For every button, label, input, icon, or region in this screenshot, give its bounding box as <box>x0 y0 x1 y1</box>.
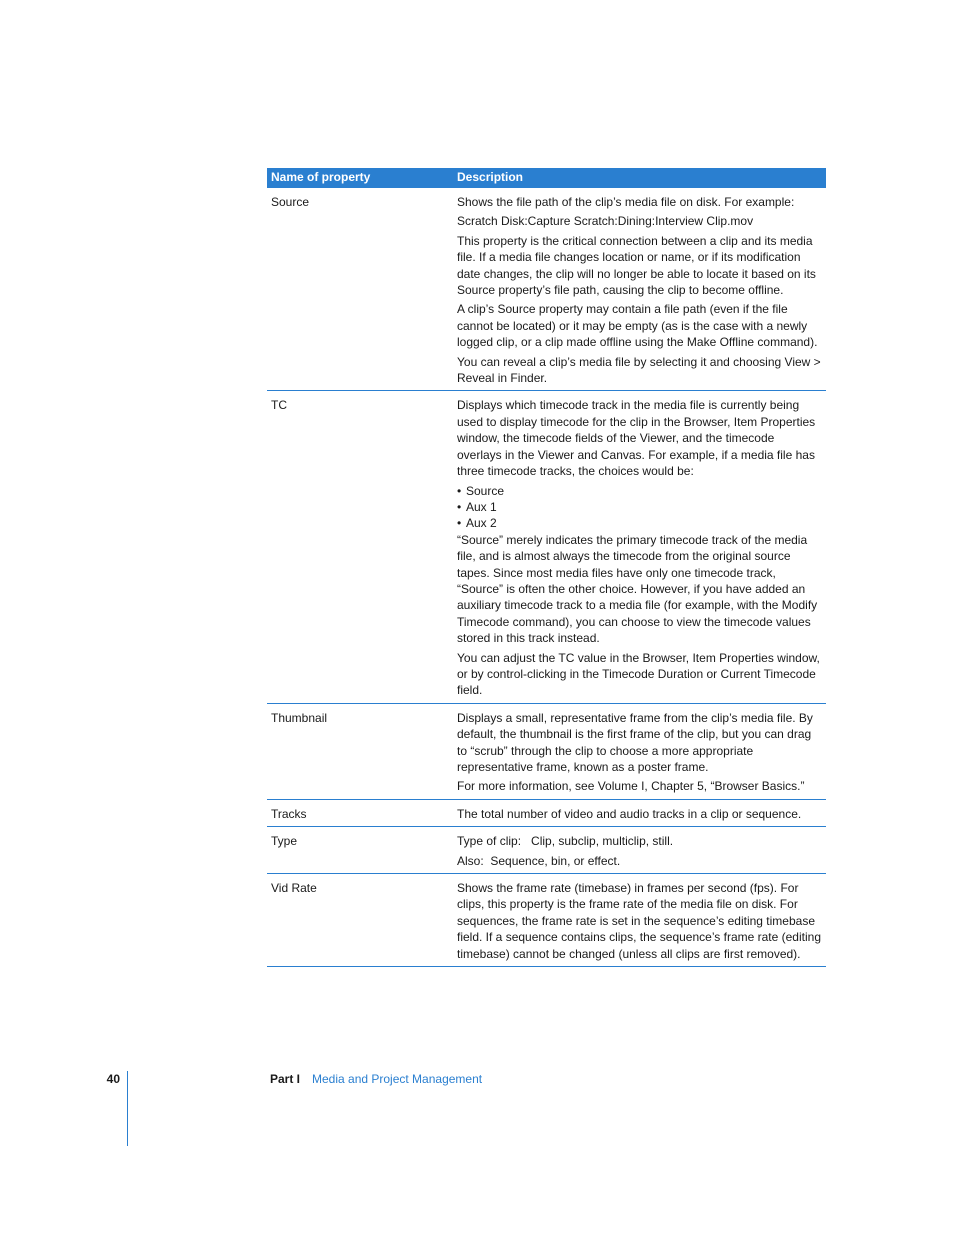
list-item-text: Source <box>466 483 505 498</box>
description-paragraph: You can adjust the TC value in the Browser, Item Properties window, or by control-clicking in the Timecode Duration or Current Timecode field. <box>457 650 820 698</box>
description-paragraph: Shows the file path of the clip’s media file on disk. For example: <box>457 195 795 209</box>
footer-part-label: Part I <box>270 1072 301 1086</box>
description-paragraph: You can reveal a clip’s media file by selecting it and choosing View > Reveal in Finder. <box>457 354 821 386</box>
footer-part-title: Media and Project Management <box>312 1072 483 1086</box>
property-name: Type <box>267 827 453 874</box>
table-row <box>267 391 826 703</box>
property-description <box>453 391 826 703</box>
bullet-icon: • <box>457 483 462 498</box>
bullet-list <box>457 483 822 532</box>
list-item <box>457 515 822 531</box>
table-row <box>267 799 826 826</box>
property-name: TC <box>267 391 453 703</box>
page-number: 40 <box>106 1072 120 1086</box>
table-header-row <box>267 168 826 188</box>
list-item <box>457 483 822 499</box>
property-description <box>453 188 826 391</box>
list-item <box>457 499 822 515</box>
description-paragraph: Shows the frame rate (timebase) in frames per second (fps). For clips, this property is the frame rate of the media file on disk. For sequences, the frame rate is set in the sequence’s editing timebase field. If a sequence contains clips, the sequence’s frame rate (editing timebase) cannot be changed (unless all clips are first removed). <box>457 881 821 961</box>
footer-divider <box>127 1071 128 1146</box>
description-paragraph: This property is the critical connection between a clip and its media file. If a media file changes location or name, or if its modification date changes, the clip will no longer be able to locate it based on its Source property’s file path, causing the clip to become offline. <box>457 233 816 298</box>
property-name: Vid Rate <box>267 874 453 967</box>
property-description <box>453 874 826 967</box>
description-paragraph: Type of clip: Clip, subclip, multiclip, still. <box>457 834 674 849</box>
property-table-container <box>267 168 826 967</box>
header-name-of-property: Name of property <box>267 168 453 188</box>
property-table <box>267 168 826 967</box>
property-description <box>453 827 826 874</box>
table-row <box>267 703 826 799</box>
bullet-icon: • <box>457 499 462 514</box>
list-item-text: Aux 2 <box>466 516 497 531</box>
property-name: Source <box>267 188 453 391</box>
property-name: Tracks <box>267 799 453 826</box>
description-paragraph: Scratch Disk:Capture Scratch:Dining:Interview Clip.mov <box>457 214 754 229</box>
description-paragraph: Also: Sequence, bin, or effect. <box>457 853 621 868</box>
property-name: Thumbnail <box>267 703 453 799</box>
property-description <box>453 799 826 826</box>
description-paragraph: The total number of video and audio tracks in a clip or sequence. <box>457 806 802 821</box>
description-paragraph: Displays a small, representative frame from the clip’s media file. By default, the thumbnail is the first frame of the clip, but you can drag to “scrub” through the clip to choose a more appropriate representative frame, known as a poster frame. <box>457 710 813 774</box>
bullet-icon: • <box>457 516 462 531</box>
description-paragraph: “Source” merely indicates the primary timecode track of the media file, and is almost always the timecode from the original source tapes. Since most media files have only one timecode track, “Source” is often the other choice. However, if you have added an auxiliary timecode track to a media file (for example, with the Modify Timecode command), you can choose to view the timecode values stored in this track instead. <box>457 532 818 646</box>
description-paragraph: Displays which timecode track in the media file is currently being used to display timecode for the clip in the Browser, Item Properties window, the timecode fields of the Viewer, and the timecode overlays in the Viewer and Canvas. For example, if a media file has three timecode tracks, the choices would be: <box>457 398 816 479</box>
header-description: Description <box>453 168 826 188</box>
property-description <box>453 703 826 799</box>
description-paragraph: A clip’s Source property may contain a file path (even if the file cannot be located) or it may be empty (as is the case with a newly logged clip, or a clip made offline using the Make Offline command). <box>457 302 818 350</box>
description-paragraph: For more information, see Volume I, Chapter 5, “Browser Basics.” <box>457 779 805 794</box>
table-row <box>267 188 826 391</box>
table-row <box>267 874 826 967</box>
list-item-text: Aux 1 <box>466 499 497 514</box>
table-row <box>267 827 826 874</box>
